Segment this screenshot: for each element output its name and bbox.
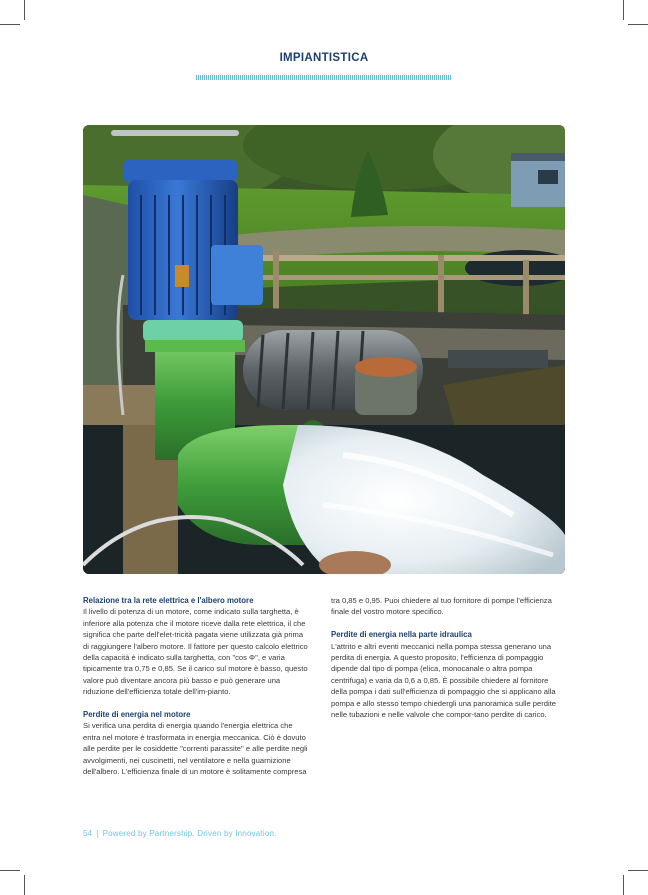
- crop-mark: [623, 0, 624, 20]
- crop-mark: [24, 875, 25, 895]
- section-heading: Relazione tra la rete elettrica e l'albero motore: [83, 596, 254, 605]
- footer-tagline: Powered by Partnership. Driven by Innovation.: [102, 829, 277, 838]
- page-footer: [83, 829, 277, 838]
- crop-mark: [0, 870, 20, 871]
- section-heading: Perdite di energia nel motore: [83, 710, 191, 720]
- paragraph: Si verifica una perdita di energia quando l'energia elettrica che entra nel motore è trasformata in energia meccanica. Ciò è dovuto alle perdite per le cosiddette "correnti parassite" e alle perdite negli avvolgimenti, nei cuscinetti, nel ventilatore e nella guarnizione dell'albero. L'efficienza finale di un motore è solitamente compresa: [83, 721, 308, 777]
- page-number: 54: [83, 829, 93, 838]
- footer-separator: |: [96, 829, 99, 838]
- paragraph: Il livello di potenza di un motore, come indicato sulla targhetta, è inferiore alla potenza che il motore riceve dalla rete elettrica, il che significa che parte dell'elet-tricità pagata viene utilizzata già prima di raggiungere l'albero motore. Il fattore per questo calcolo elettrico della capacità è indicato sulla targhetta, con "cos Φ", e varia tipicamente tra 0,75 e 0,85. Se il carico sul motore è basso, questo valore può diventare ancora più basso e può generare una riduzione dell'efficienza totale dell'im-pianto.: [83, 607, 308, 697]
- pump-photo: [83, 125, 565, 574]
- dotted-rule: [196, 75, 452, 80]
- paragraph: tra 0,85 e 0,95. Puoi chiedere al tuo fornitore di pompe l'efficienza finale del vostro motore specifico.: [331, 596, 552, 617]
- text-column-left: [83, 595, 311, 789]
- crop-mark: [0, 24, 20, 25]
- crop-mark: [628, 870, 648, 871]
- section-title: IMPIANTISTICA: [279, 52, 369, 64]
- crop-mark: [628, 24, 648, 25]
- crop-mark: [623, 875, 624, 895]
- paragraph: L'attrito e altri eventi meccanici nella pompa stessa generano una perdita di energia. A questo proposito, l'efficienza di pompaggio dipende dal tipo di pompa (elica, monocanale o altra pompa centrifuga) e varia da 0,6 a 0,85. È possibile chiedere al fornitore della pompa i dati sull'efficienza di pompaggio che si applicano alla pompa e allo stesso tempo chiedergli una panoramica sulle perdite nelle tubazioni e nelle valvole che compor-tano perdite di carico.: [331, 641, 556, 720]
- text-column-right: [331, 595, 559, 732]
- section-heading: Perdite di energia nella parte idraulica: [331, 630, 472, 640]
- crop-mark: [24, 0, 25, 20]
